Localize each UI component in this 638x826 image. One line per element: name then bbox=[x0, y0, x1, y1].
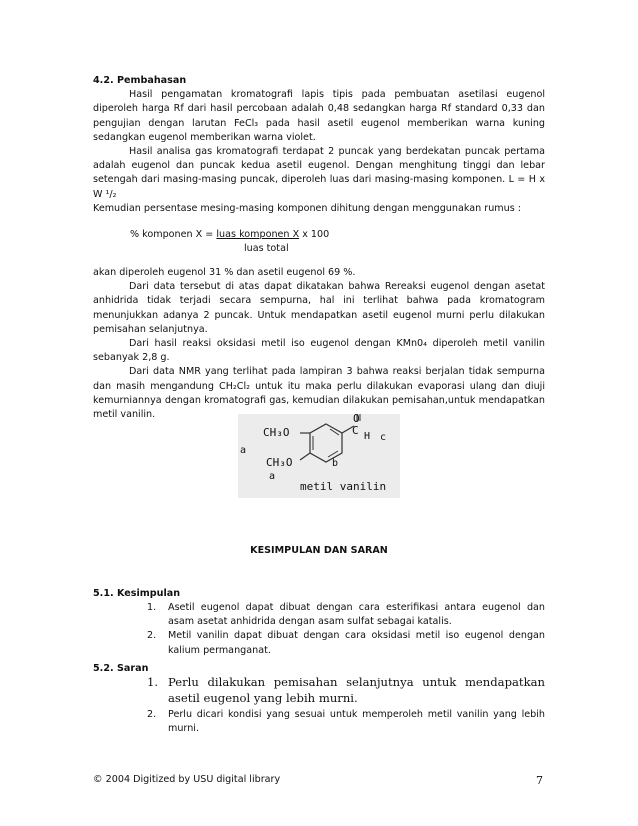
paragraph: Dari data tersebut di atas dapat dikatakan bahwa Rereaksi eugenol dengan asetat anhidrida tidak terjadi secara sempurna, hal ini terlihat bahwa pada kromatogram menunjukkan adanya 2 puncak. Untuk mendapatkan asetil eugenol murni perlu dilakukan pemisahan selanjutnya. bbox=[93, 281, 545, 335]
list-text: Perlu dilakukan pemisahan selanjutnya untuk mendapatkan asetil eugenol yang lebih murni. bbox=[168, 675, 545, 705]
conclusion-list bbox=[147, 601, 545, 658]
paragraph: Dari hasil reaksi oksidasi metil iso eugenol dengan KMn0₄ diperoleh metil vanilin sebanyak 2,8 g. bbox=[93, 338, 545, 364]
label-c: c bbox=[380, 432, 387, 443]
section-heading: 4.2. Pembahasan bbox=[93, 75, 187, 86]
list-text: Metil vanilin dapat dibuat dengan cara oksidasi metil iso eugenol dengan kalium permanganat. bbox=[168, 630, 545, 656]
section-4-2 bbox=[93, 74, 545, 216]
list-item bbox=[147, 708, 545, 736]
list-number: 2. bbox=[147, 709, 157, 720]
list-number: 1. bbox=[147, 602, 157, 613]
list-text: Perlu dicari kondisi yang sesuai untuk memperoleh metil vanilin yang lebih murni. bbox=[168, 709, 545, 735]
section-heading: 5.1. Kesimpulan bbox=[93, 588, 181, 599]
paragraph: Kemudian persentase mesing-masing komponen dihitung dengan menggunakan rumus : bbox=[93, 202, 521, 214]
list-item bbox=[147, 629, 545, 657]
formula-lhs: % komponen X = bbox=[130, 229, 217, 240]
list-number: 1. bbox=[147, 675, 159, 689]
formula-rhs: x 100 bbox=[299, 229, 330, 240]
suggestion-list bbox=[147, 674, 545, 736]
page-number: 7 bbox=[536, 774, 543, 787]
list-item bbox=[147, 601, 545, 629]
list-number: 2. bbox=[147, 630, 157, 642]
list-item bbox=[147, 674, 545, 706]
paragraph: Hasil analisa gas kromatografi terdapat 2 puncak yang berdekatan puncak pertama adalah eugenol dan puncak kedua asetil eugenol. Dengan menghitung tinggi dan lebar setengah dari masing-masing puncak, diperoleh luas dari masing-masing komponen. L = H x W ¹/₂ bbox=[93, 146, 545, 200]
chapter-title: KESIMPULAN DAN SARAN bbox=[250, 545, 388, 556]
methoxy-group-bottom: CH₃O bbox=[266, 456, 293, 469]
formula-numerator: luas komponen X bbox=[216, 229, 300, 240]
methoxy-group-top: CH₃O bbox=[263, 426, 290, 439]
label-a: a bbox=[269, 471, 276, 482]
paragraph: Dari data NMR yang terlihat pada lampiran 3 bahwa reaksi berjalan tidak sempurna dan masih mengandung CH₂Cl₂ untuk itu maka perlu dilakukan evaporasi ulang dan diuji kemurniannya dengan kromatografi gas, kemudian dilakukan pemisahan,untuk mendapatkan metil vanilin. bbox=[93, 366, 545, 421]
percentage-formula bbox=[130, 228, 329, 256]
section-heading: 5.2. Saran bbox=[93, 663, 149, 674]
carbonyl-carbon: C bbox=[352, 424, 359, 437]
paragraph: Hasil pengamatan kromatografi lapis tipis pada pembuatan asetilasi eugenol diperoleh harga Rf dari hasil percobaan adalah 0,48 sedangkan harga Rf standard 0,33 dan pengujian dengan larutan FeCl₃ pada hasil asetil eugenol memberikan warna kuning sedangkan eugenol memberikan warna violet. bbox=[93, 89, 545, 143]
label-b: b bbox=[332, 458, 339, 469]
metil-vanilin-structure bbox=[238, 414, 400, 498]
label-a: a bbox=[240, 445, 247, 456]
aldehyde-hydrogen: H bbox=[364, 431, 371, 442]
paragraph: akan diperoleh eugenol 31 % dan asetil eugenol 69 %. bbox=[93, 267, 356, 278]
section-4-2-continued bbox=[93, 266, 545, 422]
carbonyl-oxygen: O bbox=[353, 412, 360, 425]
list-text: Asetil eugenol dapat dibuat dengan cara esterifikasi antara eugenol dan asam asetat anhidrida dengan asam sulfat sebagai katalis. bbox=[168, 602, 545, 628]
formula-denominator: luas total bbox=[244, 243, 289, 254]
figure-caption: metil vanilin bbox=[300, 480, 387, 493]
footer-credit: © 2004 Digitized by USU digital library bbox=[93, 774, 281, 785]
